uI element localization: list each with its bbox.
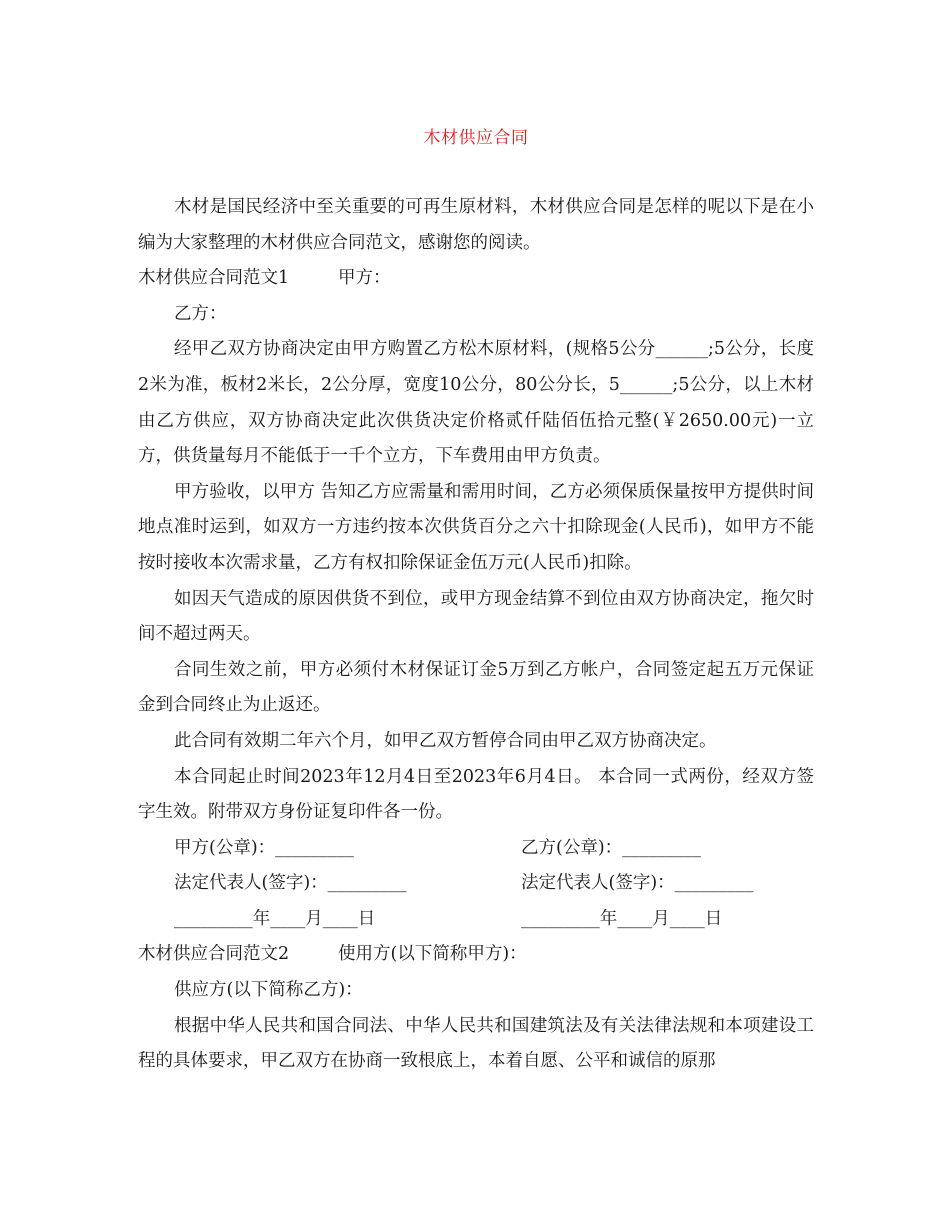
party-a-label: 甲方：: [338, 268, 391, 289]
party-b-rep-line: 法定代表人(签字)：_________: [521, 873, 754, 894]
sample1-heading-row: [138, 261, 814, 297]
document-body: [138, 190, 814, 1080]
signature-row-rep: [138, 866, 814, 902]
intro-paragraph: 木材是国民经济中至关重要的可再生原材料，木材供应合同是怎样的呢以下是在小编为大家整理的木材供应合同范文，感谢您的阅读。: [138, 197, 814, 253]
signature-row-seal: [138, 831, 814, 867]
contract-paragraph: 根据中华人民共和国合同法、中华人民共和国建筑法及有关法律法规和本项建设工程的具体要求，甲乙双方在协商一致根底上，本着自愿、公平和诚信的原那: [138, 1015, 814, 1072]
contract-paragraph: 此合同有效期二年六个月，如甲乙双方暂停合同由甲乙双方协商决定。: [174, 730, 717, 751]
document-title: 木材供应合同: [423, 128, 529, 148]
party-a-seal-line: 甲方(公章)：_________: [174, 837, 354, 858]
party-b-seal-line: 乙方(公章)：_________: [521, 837, 701, 858]
party-b-date-line: _________年____月____日: [521, 908, 723, 929]
contract-paragraph: 甲方验收，以甲方 告知乙方应需量和需用时间，乙方必须保质保量按甲方提供时间地点准时运到，如双方一方违约按本次供货百分之六十扣除现金(人民币)，如甲方不能按时接收本次需求量，乙方有权扣除保证金伍万元(人民币)扣除。: [138, 481, 814, 573]
party-a-rep-line: 法定代表人(签字)：_________: [174, 873, 407, 894]
contract-paragraph: 本合同起止时间2023年12月4日至2023年6月4日。 本合同一式两份，经双方签字生效。附带双方身份证复印件各一份。: [138, 766, 814, 823]
user-party-label: 使用方(以下简称甲方)：: [338, 944, 527, 965]
sample2-heading: 木材供应合同范文2: [138, 944, 290, 965]
signature-row-date: [138, 902, 814, 938]
sample2-heading-row: [138, 937, 814, 973]
sample1-heading: 木材供应合同范文1: [138, 268, 290, 289]
contract-paragraph: 经甲乙双方协商决定由甲方购置乙方松木原材料，(规格5公分______;5公分，长度2米为准，板材2米长，2公分厚，宽度10公分，80公分长，5______;5公分，以上木材由乙方供应，双方协商决定此次供货决定价格贰仟陆佰伍拾元整(￥2650.00元)一立方，供货量每月不能低于一千个立方，下车费用由甲方负责。: [138, 339, 814, 467]
party-b-label: 乙方：: [174, 303, 227, 324]
supplier-party-label: 供应方(以下简称乙方)：: [174, 980, 363, 1001]
party-a-date-line: _________年____月____日: [174, 908, 376, 929]
contract-paragraph: 合同生效之前，甲方必须付木材保证订金5万到乙方帐户，合同签定起五万元保证金到合同终止为止返还。: [138, 659, 814, 716]
contract-paragraph: 如因天气造成的原因供货不到位，或甲方现金结算不到位由双方协商决定，拖欠时间不超过两天。: [138, 588, 814, 645]
